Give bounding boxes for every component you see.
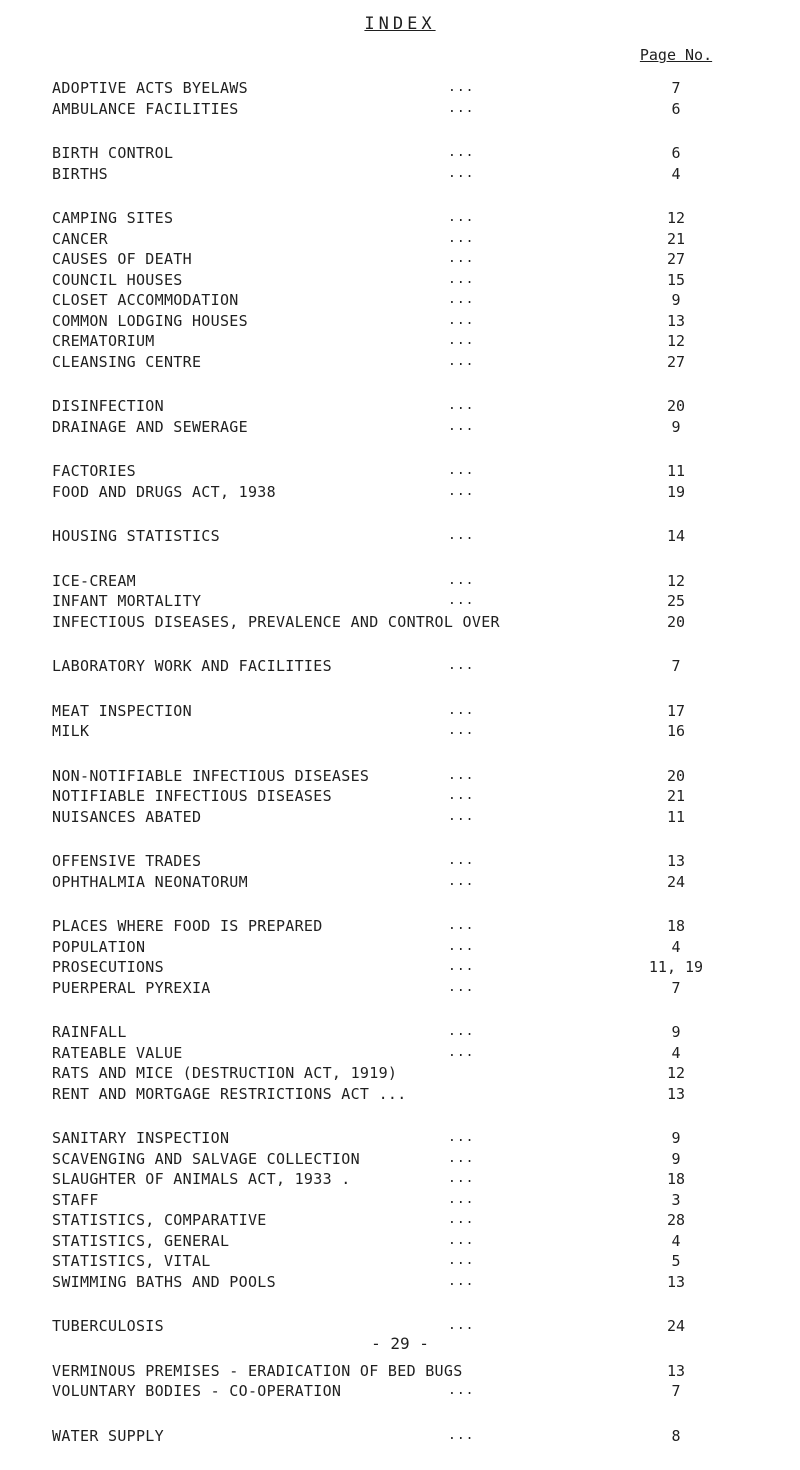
entry-page-number: 16 bbox=[666, 722, 686, 740]
entry-label: NUISANCES ABATED bbox=[52, 807, 202, 826]
entry-page-number: 4 bbox=[671, 937, 681, 956]
entry-page-number: 24 bbox=[666, 1317, 686, 1335]
index-group bbox=[0, 461, 800, 502]
entry-page-number: 11 bbox=[666, 462, 686, 480]
entry-page-number: 13 bbox=[666, 1272, 686, 1291]
entry-label: POPULATION bbox=[52, 937, 146, 956]
entry-page-number: 13 bbox=[666, 1084, 686, 1103]
entry-label: STAFF bbox=[52, 1190, 99, 1209]
entry-label: VERMINOUS PREMISES - ERADICATION OF BED BUGS bbox=[52, 1361, 463, 1380]
entry-leader-dots: ... bbox=[448, 658, 475, 673]
index-entry bbox=[0, 937, 800, 958]
entry-leader-dots: ... bbox=[448, 593, 475, 608]
index-group bbox=[0, 143, 800, 184]
entry-page-number: 5 bbox=[671, 1252, 681, 1270]
index-entry bbox=[0, 461, 800, 482]
entry-leader-dots: ... bbox=[448, 145, 475, 160]
entry-label: PUERPERAL PYREXIA bbox=[52, 978, 211, 997]
entry-page-number: 12 bbox=[666, 332, 686, 350]
entry-page-number: 4 bbox=[671, 1231, 681, 1250]
index-group bbox=[0, 208, 800, 372]
entry-leader-dots: ... bbox=[448, 1150, 475, 1166]
entry-leader-dots: ... bbox=[448, 165, 475, 181]
entry-page-number: 9 bbox=[671, 291, 681, 309]
entry-label: CLEANSING CENTRE bbox=[52, 352, 202, 371]
entry-leader-dots: ... bbox=[448, 418, 475, 434]
index-group bbox=[0, 1128, 800, 1292]
entry-leader-dots: ... bbox=[448, 938, 475, 954]
entry-leader-dots: ... bbox=[448, 1273, 475, 1289]
index-entry bbox=[0, 1149, 800, 1170]
entry-leader-dots: ... bbox=[448, 767, 475, 783]
entry-label: AMBULANCE FACILITIES bbox=[52, 99, 239, 118]
entry-page-number: 7 bbox=[671, 1382, 681, 1400]
entry-page-number: 13 bbox=[666, 852, 686, 870]
entry-page-number: 12 bbox=[666, 209, 686, 227]
entry-leader-dots: ... bbox=[448, 702, 475, 718]
entry-label: NOTIFIABLE INFECTIOUS DISEASES bbox=[52, 787, 332, 805]
index-entry bbox=[0, 1128, 800, 1149]
entry-label: PROSECUTIONS bbox=[52, 958, 164, 976]
entry-page-number: 4 bbox=[671, 164, 681, 183]
entry-page-number: 21 bbox=[666, 787, 686, 805]
index-entry bbox=[0, 872, 800, 893]
entry-page-number: 20 bbox=[666, 766, 686, 785]
index-entry bbox=[0, 311, 800, 332]
entry-label: INFECTIOUS DISEASES, PREVALENCE AND CONTROL OVER bbox=[52, 612, 500, 631]
entry-page-number: 12 bbox=[666, 1064, 686, 1082]
index-entry bbox=[0, 612, 800, 633]
index-group bbox=[0, 656, 800, 677]
entry-leader-dots: ... bbox=[448, 271, 475, 287]
index-entry bbox=[0, 957, 800, 978]
entry-leader-dots: ... bbox=[448, 353, 475, 369]
entry-leader-dots: ... bbox=[448, 1024, 475, 1039]
entry-page-number: 27 bbox=[666, 352, 686, 371]
index-entry bbox=[0, 807, 800, 828]
index-entry bbox=[0, 766, 800, 787]
index-entry bbox=[0, 270, 800, 291]
entry-page-number: 19 bbox=[666, 482, 686, 501]
index-entry bbox=[0, 591, 800, 612]
entry-label: SANITARY INSPECTION bbox=[52, 1129, 230, 1147]
index-entry bbox=[0, 78, 800, 99]
index-entry bbox=[0, 1084, 800, 1105]
entry-label: COUNCIL HOUSES bbox=[52, 270, 183, 289]
index-title: INDEX bbox=[364, 14, 436, 34]
entry-page-number: 9 bbox=[671, 417, 681, 436]
index-entry bbox=[0, 331, 800, 352]
entry-label: ADOPTIVE ACTS BYELAWS bbox=[52, 79, 248, 97]
entry-leader-dots: ... bbox=[448, 1130, 475, 1145]
entry-label: RAINFALL bbox=[52, 1023, 127, 1041]
index-entry bbox=[0, 249, 800, 270]
index-group bbox=[0, 1022, 800, 1104]
index-entry bbox=[0, 1251, 800, 1272]
index-entry bbox=[0, 1169, 800, 1190]
entry-page-number: 9 bbox=[671, 1023, 681, 1041]
entry-label: CANCER bbox=[52, 229, 108, 248]
entry-label: BIRTH CONTROL bbox=[52, 144, 174, 162]
entry-label: MEAT INSPECTION bbox=[52, 701, 192, 720]
entry-page-number: 6 bbox=[671, 99, 681, 118]
entry-page-number: 13 bbox=[666, 311, 686, 330]
index-entry bbox=[0, 1361, 800, 1382]
entry-page-number: 8 bbox=[671, 1426, 681, 1445]
index-entry bbox=[0, 164, 800, 185]
entry-leader-dots: ... bbox=[448, 788, 475, 803]
index-group bbox=[0, 78, 800, 119]
entry-leader-dots: ... bbox=[448, 1383, 475, 1398]
entry-leader-dots: ... bbox=[448, 528, 475, 543]
entry-leader-dots: ... bbox=[448, 210, 475, 225]
entry-label: HOUSING STATISTICS bbox=[52, 527, 220, 545]
entry-label: NON-NOTIFIABLE INFECTIOUS DISEASES bbox=[52, 766, 370, 785]
index-entry bbox=[0, 1231, 800, 1252]
index-entry bbox=[0, 1043, 800, 1064]
index-entry bbox=[0, 482, 800, 503]
index-entry bbox=[0, 786, 800, 807]
entry-leader-dots: ... bbox=[448, 918, 475, 933]
index-group bbox=[0, 526, 800, 547]
entry-page-number: 4 bbox=[671, 1043, 681, 1062]
index-group bbox=[0, 701, 800, 742]
entry-label: SWIMMING BATHS AND POOLS bbox=[52, 1272, 276, 1291]
entry-leader-dots: ... bbox=[448, 1171, 475, 1186]
entry-label: BIRTHS bbox=[52, 164, 108, 183]
entry-leader-dots: ... bbox=[448, 483, 475, 499]
entry-label: CREMATORIUM bbox=[52, 332, 155, 350]
entry-label: FOOD AND DRUGS ACT, 1938 bbox=[52, 482, 276, 501]
entry-label: STATISTICS, COMPARATIVE bbox=[52, 1211, 267, 1229]
entry-leader-dots: ... bbox=[448, 312, 475, 328]
entry-label: ICE-CREAM bbox=[52, 571, 136, 590]
entry-page-number: 20 bbox=[666, 397, 686, 415]
entry-label: MILK bbox=[52, 722, 90, 740]
entry-page-number: 28 bbox=[666, 1211, 686, 1229]
entry-label: VOLUNTARY BODIES - CO-OPERATION bbox=[52, 1382, 342, 1400]
index-entry bbox=[0, 417, 800, 438]
index-list bbox=[0, 78, 800, 1470]
page-number-header: Page No. bbox=[639, 46, 713, 64]
entry-label: OPHTHALMIA NEONATORUM bbox=[52, 872, 248, 891]
entry-page-number: 7 bbox=[671, 657, 681, 675]
entry-label: SLAUGHTER OF ANIMALS ACT, 1933 . bbox=[52, 1170, 351, 1188]
index-group bbox=[0, 571, 800, 633]
entry-page-number: 14 bbox=[666, 527, 686, 545]
entry-page-number: 24 bbox=[666, 872, 686, 891]
entry-leader-dots: ... bbox=[448, 1253, 475, 1268]
entry-page-number: 6 bbox=[671, 144, 681, 162]
entry-page-number: 7 bbox=[671, 79, 681, 97]
entry-page-number: 11 bbox=[666, 807, 686, 826]
index-entry bbox=[0, 721, 800, 742]
index-entry bbox=[0, 143, 800, 164]
entry-label: CAMPING SITES bbox=[52, 209, 174, 227]
entry-leader-dots: ... bbox=[448, 333, 475, 348]
entry-leader-dots: ... bbox=[448, 808, 475, 824]
entry-leader-dots: ... bbox=[448, 100, 475, 116]
entry-leader-dots: ... bbox=[448, 1191, 475, 1207]
index-entry bbox=[0, 978, 800, 999]
entry-leader-dots: ... bbox=[448, 959, 475, 974]
entry-page-number: 25 bbox=[666, 592, 686, 610]
entry-leader-dots: ... bbox=[448, 230, 475, 246]
index-entry bbox=[0, 851, 800, 872]
page-footer-number: - 29 - bbox=[371, 1334, 429, 1353]
entry-label: TUBERCULOSIS bbox=[52, 1317, 164, 1335]
entry-page-number: 21 bbox=[666, 229, 686, 248]
index-group bbox=[0, 396, 800, 437]
entry-label: WATER SUPPLY bbox=[52, 1426, 164, 1445]
entry-leader-dots: ... bbox=[448, 979, 475, 995]
index-entry bbox=[0, 1022, 800, 1043]
index-entry bbox=[0, 701, 800, 722]
entry-leader-dots: ... bbox=[448, 292, 475, 307]
entry-leader-dots: ... bbox=[448, 1044, 475, 1060]
entry-leader-dots: ... bbox=[448, 572, 475, 588]
entry-label: COMMON LODGING HOUSES bbox=[52, 311, 248, 330]
entry-label: SCAVENGING AND SALVAGE COLLECTION bbox=[52, 1149, 360, 1168]
index-entry bbox=[0, 571, 800, 592]
index-entry bbox=[0, 396, 800, 417]
entry-page-number: 15 bbox=[666, 270, 686, 289]
entry-leader-dots: ... bbox=[448, 1318, 475, 1333]
index-entry bbox=[0, 99, 800, 120]
entry-page-number: 11, 19 bbox=[648, 958, 704, 976]
entry-page-number: 20 bbox=[666, 612, 686, 631]
entry-page-number: 17 bbox=[666, 701, 686, 720]
index-entry bbox=[0, 1272, 800, 1293]
index-entry bbox=[0, 1063, 800, 1084]
entry-label: DRAINAGE AND SEWERAGE bbox=[52, 417, 248, 436]
index-entry bbox=[0, 208, 800, 229]
entry-label: OFFENSIVE TRADES bbox=[52, 852, 202, 870]
entry-label: CAUSES OF DEATH bbox=[52, 250, 192, 268]
index-entry bbox=[0, 1190, 800, 1211]
index-entry bbox=[0, 352, 800, 373]
entry-label: RATEABLE VALUE bbox=[52, 1043, 183, 1062]
index-entry bbox=[0, 916, 800, 937]
entry-leader-dots: ... bbox=[448, 1232, 475, 1248]
entry-label: STATISTICS, GENERAL bbox=[52, 1231, 230, 1250]
entry-page-number: 9 bbox=[671, 1129, 681, 1147]
entry-page-number: 13 bbox=[666, 1361, 686, 1380]
index-group bbox=[0, 916, 800, 998]
index-entry bbox=[0, 656, 800, 677]
index-entry bbox=[0, 1426, 800, 1447]
entry-page-number: 18 bbox=[666, 1170, 686, 1188]
index-entry bbox=[0, 229, 800, 250]
entry-label: PLACES WHERE FOOD IS PREPARED bbox=[52, 917, 323, 935]
entry-label: LABORATORY WORK AND FACILITIES bbox=[52, 657, 332, 675]
entry-leader-dots: ... bbox=[448, 873, 475, 889]
index-entry bbox=[0, 526, 800, 547]
index-entry bbox=[0, 1381, 800, 1402]
entry-leader-dots: ... bbox=[448, 723, 475, 738]
entry-label: RENT AND MORTGAGE RESTRICTIONS ACT ... bbox=[52, 1084, 407, 1103]
entry-label: CLOSET ACCOMMODATION bbox=[52, 291, 239, 309]
entry-leader-dots: ... bbox=[448, 853, 475, 868]
index-group bbox=[0, 766, 800, 828]
entry-page-number: 9 bbox=[671, 1149, 681, 1168]
entry-leader-dots: ... bbox=[448, 1427, 475, 1443]
index-group bbox=[0, 1426, 800, 1447]
entry-page-number: 27 bbox=[666, 250, 686, 268]
entry-label: FACTORIES bbox=[52, 462, 136, 480]
entry-label: INFANT MORTALITY bbox=[52, 592, 202, 610]
index-entry bbox=[0, 290, 800, 311]
entry-leader-dots: ... bbox=[448, 1212, 475, 1227]
index-group bbox=[0, 1361, 800, 1402]
entry-page-number: 3 bbox=[671, 1190, 681, 1209]
entry-leader-dots: ... bbox=[448, 80, 475, 95]
entry-label: RATS AND MICE (DESTRUCTION ACT, 1919) bbox=[52, 1064, 398, 1082]
entry-label: DISINFECTION bbox=[52, 397, 164, 415]
entry-leader-dots: ... bbox=[448, 398, 475, 413]
entry-leader-dots: ... bbox=[448, 251, 475, 266]
entry-leader-dots: ... bbox=[448, 463, 475, 478]
entry-page-number: 18 bbox=[666, 917, 686, 935]
entry-page-number: 7 bbox=[671, 978, 681, 997]
index-group bbox=[0, 851, 800, 892]
index-entry bbox=[0, 1210, 800, 1231]
entry-page-number: 12 bbox=[666, 571, 686, 590]
entry-label: STATISTICS, VITAL bbox=[52, 1252, 211, 1270]
